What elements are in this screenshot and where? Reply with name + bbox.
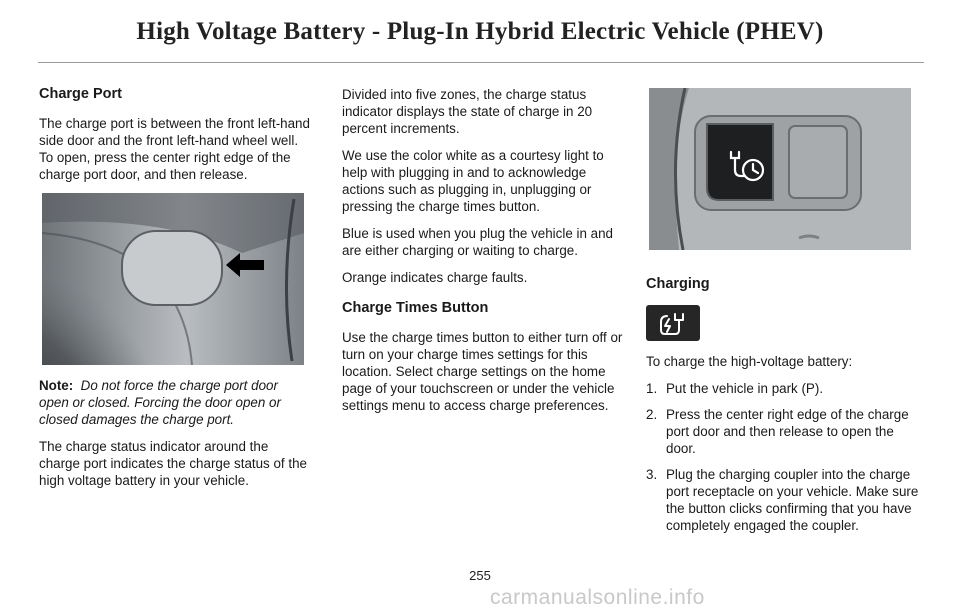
charge-port-door-figure xyxy=(42,193,304,365)
page-title: High Voltage Battery - Plug-In Hybrid Electric Vehicle (PHEV) xyxy=(136,18,824,45)
charging-step: 3. Plug the charging coupler into the charge port receptacle on your vehicle. Make sure the button clicks confirming that you have completely engaged the coupler. xyxy=(646,467,919,533)
zones-paragraph: Divided into five zones, the charge status indicator displays the state of charge in 20 percent increments. xyxy=(342,87,593,136)
charging-step: 1. Put the vehicle in park (P). xyxy=(646,381,824,396)
charging-step: 2. Press the center right edge of the charge port door and then release to open the door. xyxy=(646,407,909,456)
charge-status-paragraph: The charge status indicator around the charge port indicates the charge status of the high voltage battery in your vehicle. xyxy=(39,439,307,488)
column-left xyxy=(39,86,311,499)
page-number: 255 xyxy=(469,568,491,583)
charge-port-paragraph: The charge port is between the front left-hand side door and the front left-hand wheel well. To open, press the center right edge of the charge port door, and then release. xyxy=(39,116,310,182)
white-light-paragraph: We use the color white as a courtesy light to help with plugging in and to acknowledge actions such as plugging in, unplugging or pressing the charge times button. xyxy=(342,148,604,214)
charging-symbol-box xyxy=(646,305,700,341)
watermark: carmanualsonline.info xyxy=(490,586,705,609)
charge-port-heading: Charge Port xyxy=(39,86,122,102)
note-label: Note: xyxy=(39,378,74,393)
charge-times-heading: Charge Times Button xyxy=(342,300,489,316)
charging-plug-bolt-icon xyxy=(653,308,693,338)
charge-times-button-figure xyxy=(649,88,911,250)
charging-heading: Charging xyxy=(646,276,710,292)
charging-intro: To charge the high-voltage battery: xyxy=(646,354,853,369)
blue-light-paragraph: Blue is used when you plug the vehicle in and are either charging or waiting to charge. xyxy=(342,226,613,258)
title-divider xyxy=(38,62,924,63)
note-text: Do not force the charge port door open or closed. Forcing the door open or closed damages the charge port. xyxy=(39,378,281,427)
charge-times-button-illustration xyxy=(649,88,911,250)
charge-port-door-illustration xyxy=(42,193,304,365)
charging-steps xyxy=(646,380,926,534)
orange-light-paragraph: Orange indicates charge faults. xyxy=(342,270,528,285)
column-middle xyxy=(342,86,624,424)
column-right xyxy=(646,86,926,543)
charge-times-paragraph: Use the charge times button to either turn off or turn on your charge times settings for this location. Select charge settings on the home page of your touchscreen or under the vehicle settings menu to access charge preferences. xyxy=(342,330,623,413)
